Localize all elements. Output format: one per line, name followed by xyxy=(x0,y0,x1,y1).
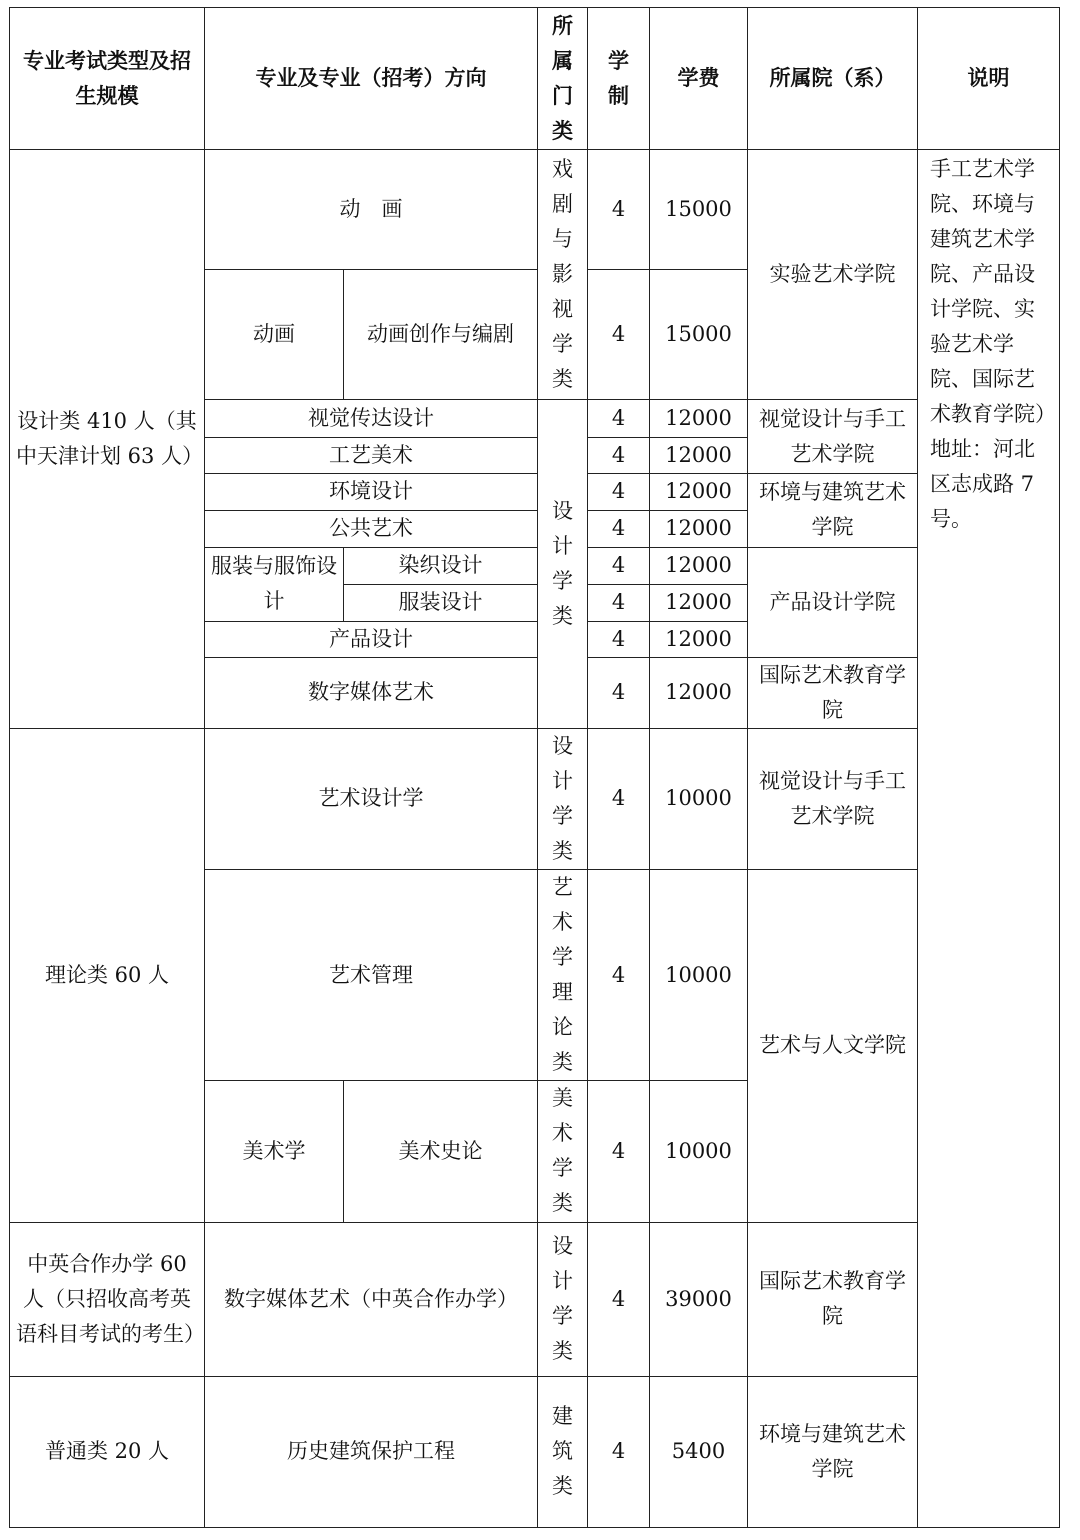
fee-cell: 5400 xyxy=(650,1376,748,1527)
note-text: 手工艺术学院、环境与建筑艺术学院、产品设计学院、实验艺术学院、国际艺术教育学院）地址：河北区志成路 7 号。 xyxy=(918,150,1060,1528)
fee-cell: 12000 xyxy=(650,621,748,657)
major-fashion-design: 服装与服饰设计 xyxy=(205,547,344,621)
major-digital-media-sino: 数字媒体艺术（中英合作办学） xyxy=(205,1222,538,1376)
college-visual-design: 视觉设计与手工艺术学院 xyxy=(748,400,918,473)
college-international-art: 国际艺术教育学院 xyxy=(748,1222,918,1376)
admission-table xyxy=(9,7,1060,1528)
group-general: 普通类 20 人 xyxy=(10,1376,205,1527)
header-duration: 学制 xyxy=(588,8,650,150)
fee-cell: 12000 xyxy=(650,657,748,728)
direction-animation-writing: 动画创作与编剧 xyxy=(344,270,538,400)
fee-cell: 12000 xyxy=(650,584,748,621)
major-product-design: 产品设计 xyxy=(205,621,538,657)
discipline-design: 设计学类 xyxy=(538,400,588,728)
college-environment-architecture: 环境与建筑艺术学院 xyxy=(748,473,918,547)
discipline-design: 设计学类 xyxy=(538,728,588,869)
major-digital-media-art: 数字媒体艺术 xyxy=(205,657,538,728)
years-cell: 4 xyxy=(588,584,650,621)
group-design: 设计类 410 人（其中天津计划 63 人） xyxy=(10,150,205,729)
group-theory: 理论类 60 人 xyxy=(10,728,205,1222)
years-cell: 4 xyxy=(588,400,650,437)
college-visual-design: 视觉设计与手工艺术学院 xyxy=(748,728,918,869)
years-cell: 4 xyxy=(588,473,650,510)
college-product-design: 产品设计学院 xyxy=(748,547,918,657)
discipline-architecture: 建筑类 xyxy=(538,1376,588,1527)
fee-cell: 15000 xyxy=(650,150,748,270)
years-cell: 4 xyxy=(588,621,650,657)
major-historic-architecture: 历史建筑保护工程 xyxy=(205,1376,538,1527)
major-animation-sub: 动画 xyxy=(205,270,344,400)
group-sino-british: 中英合作办学 60 人（只招收高考英语科目考试的考生） xyxy=(10,1222,205,1376)
header-college: 所属院（系） xyxy=(748,8,918,150)
major-art-management: 艺术管理 xyxy=(205,870,538,1081)
fee-cell: 12000 xyxy=(650,473,748,510)
direction-clothing-design: 服装设计 xyxy=(344,584,538,621)
fee-cell: 10000 xyxy=(650,1081,748,1222)
college-environment-architecture: 环境与建筑艺术学院 xyxy=(748,1376,918,1527)
years-cell: 4 xyxy=(588,1222,650,1376)
major-art-design-studies: 艺术设计学 xyxy=(205,728,538,869)
discipline-drama-film: 戏剧与影视学类 xyxy=(538,150,588,400)
years-cell: 4 xyxy=(588,870,650,1081)
years-cell: 4 xyxy=(588,657,650,728)
fee-cell: 10000 xyxy=(650,870,748,1081)
college-art-humanities: 艺术与人文学院 xyxy=(748,870,918,1222)
header-category: 专业考试类型及招生规模 xyxy=(10,8,205,150)
major-public-art: 公共艺术 xyxy=(205,510,538,547)
major-animation: 动 画 xyxy=(205,150,538,270)
major-fine-arts: 美术学 xyxy=(205,1081,344,1222)
fee-cell: 12000 xyxy=(650,437,748,473)
fee-cell: 12000 xyxy=(650,547,748,584)
years-cell: 4 xyxy=(588,437,650,473)
major-visual-communication: 视觉传达设计 xyxy=(205,400,538,437)
fee-cell: 15000 xyxy=(650,270,748,400)
fee-cell: 12000 xyxy=(650,400,748,437)
header-major: 专业及专业（招考）方向 xyxy=(205,8,538,150)
discipline-art-theory: 艺术学理论类 xyxy=(538,870,588,1081)
direction-textile-design: 染织设计 xyxy=(344,547,538,584)
years-cell: 4 xyxy=(588,1081,650,1222)
years-cell: 4 xyxy=(588,270,650,400)
years-cell: 4 xyxy=(588,547,650,584)
header-tuition: 学费 xyxy=(650,8,748,150)
major-environmental-design: 环境设计 xyxy=(205,473,538,510)
years-cell: 4 xyxy=(588,150,650,270)
years-cell: 4 xyxy=(588,728,650,869)
fee-cell: 12000 xyxy=(650,510,748,547)
direction-art-history: 美术史论 xyxy=(344,1081,538,1222)
college-experimental-art: 实验艺术学院 xyxy=(748,150,918,400)
fee-cell: 39000 xyxy=(650,1222,748,1376)
header-discipline: 所属门类 xyxy=(538,8,588,150)
discipline-design: 设计学类 xyxy=(538,1222,588,1376)
header-note: 说明 xyxy=(918,8,1060,150)
years-cell: 4 xyxy=(588,510,650,547)
fee-cell: 10000 xyxy=(650,728,748,869)
discipline-fine-arts: 美术学类 xyxy=(538,1081,588,1222)
major-arts-crafts: 工艺美术 xyxy=(205,437,538,473)
college-international-art: 国际艺术教育学院 xyxy=(748,657,918,728)
years-cell: 4 xyxy=(588,1376,650,1527)
